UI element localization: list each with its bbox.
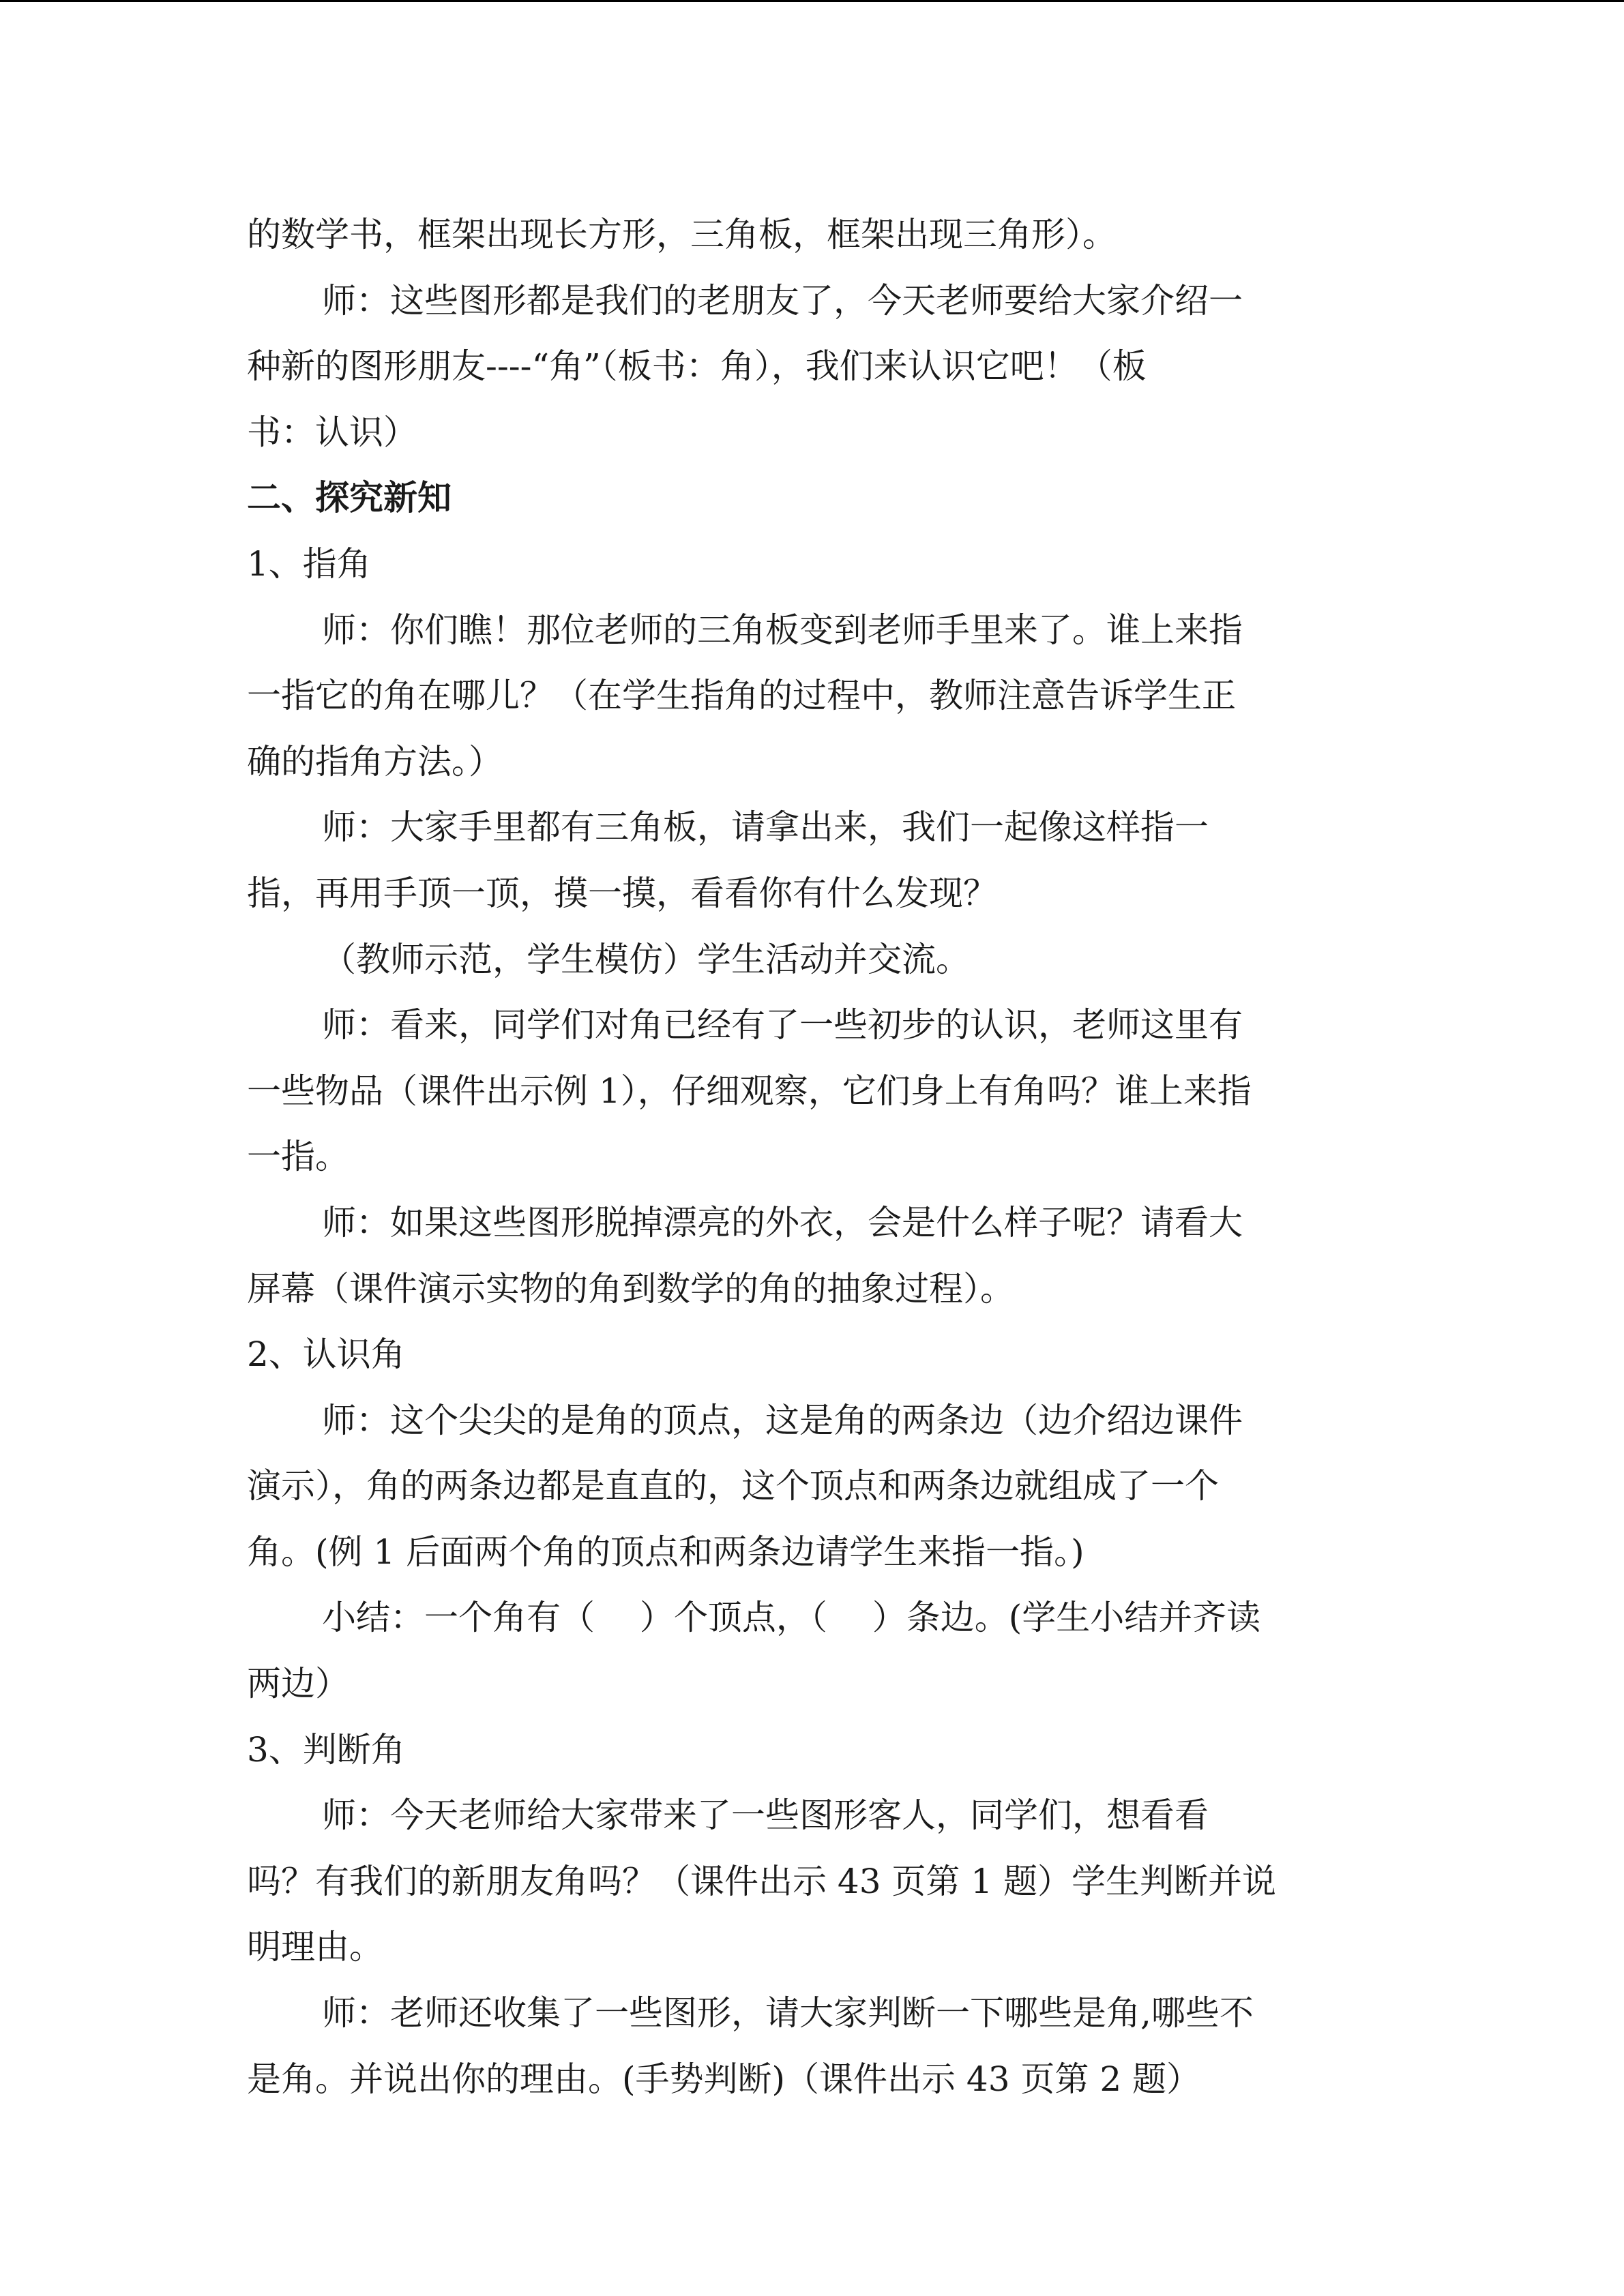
text-line: 2、认识角	[247, 1335, 405, 1375]
text-line: 演示），角的两条边都是直直的，这个顶点和两条边就组成了一个	[247, 1466, 1219, 1506]
text-line: 是角。并说出你的理由。(手势判断)（课件出示 43 页第 2 题）	[247, 2059, 1201, 2099]
text-line: （教师示范，学生模仿）学生活动并交流。	[322, 939, 970, 979]
text-line: 小结：一个角有（ ）个顶点，（ ）条边。(学生小结并齐读	[322, 1598, 1261, 1638]
text-line: 师：今天老师给大家带来了一些图形客人，同学们，想看看	[322, 1795, 1209, 1836]
text-line: 师：这些图形都是我们的老朋友了，今天老师要给大家介绍一	[322, 280, 1243, 320]
section-heading: 二、探究新知	[247, 477, 452, 518]
text-line: 的数学书，框架出现长方形，三角板，框架出现三角形）。	[247, 215, 1117, 254]
text-line: 师：大家手里都有三角板，请拿出来，我们一起像这样指一	[322, 807, 1209, 848]
text-line: 确的指角方法。）	[247, 741, 503, 781]
text-line: 指，再用手顶一顶，摸一摸，看看你有什么发现？	[247, 873, 997, 913]
text-line: 1、指角	[247, 543, 371, 584]
text-line: 师：看来，同学们对角已经有了一些初步的认识，老师这里有	[322, 1005, 1243, 1045]
text-line: 3、判断角	[247, 1729, 405, 1770]
top-border-line	[0, 0, 1624, 2]
text-line: 师：你们瞧！那位老师的三角板变到老师手里来了。谁上来指	[322, 610, 1243, 650]
text-line: 一些物品（课件出示例 1），仔细观察，它们身上有角吗？谁上来指	[247, 1071, 1252, 1111]
text-line: 角。(例 1 后面两个角的顶点和两条边请学生来指一指。)	[247, 1532, 1084, 1572]
text-line: 师：如果这些图形脱掉漂亮的外衣，会是什么样子呢？请看大	[322, 1202, 1243, 1242]
document-body	[247, 202, 1379, 2112]
text-line: 书：认识）	[247, 412, 417, 452]
text-line: 师：这个尖尖的是角的顶点，这是角的两条边（边介绍边课件	[322, 1400, 1243, 1440]
text-line: 吗？有我们的新朋友角吗？（课件出示 43 页第 1 题）学生判断并说	[247, 1861, 1277, 1901]
text-line: 明理由。	[247, 1927, 383, 1967]
text-line: 屏幕（课件演示实物的角到数学的角的抽象过程）。	[247, 1268, 1014, 1309]
text-line: 两边）	[247, 1664, 349, 1704]
text-line: 一指。	[247, 1137, 349, 1177]
text-line: 一指它的角在哪儿？（在学生指角的过程中，教师注意告诉学生正	[247, 676, 1236, 716]
text-line: 师：老师还收集了一些图形，请大家判断一下哪些是角,哪些不	[322, 1993, 1254, 2033]
text-line: 种新的图形朋友----“角”（板书：角），我们来认识它吧！（板	[247, 346, 1147, 387]
